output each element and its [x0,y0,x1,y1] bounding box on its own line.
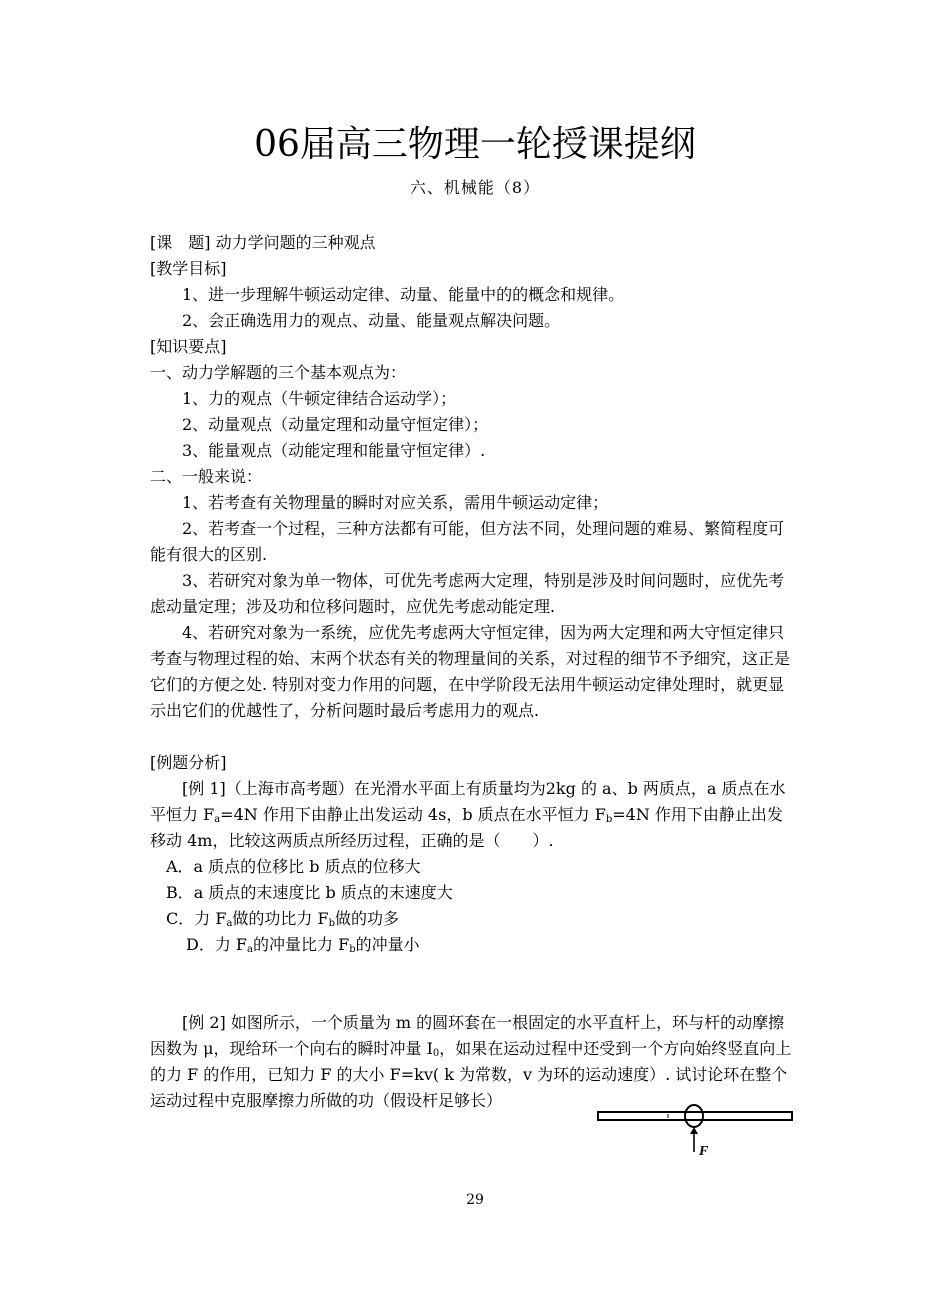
horizontal-rod [598,1112,792,1120]
document-body [150,230,798,1114]
example2-text-2: ，如果在运动过程中还受到一个方向始终竖直向上的力 F 的作用，已知力 F 的大小 F=kv( k 为常数，v 为环的运动速度）. 试讨论环在整个运动过程中克服摩擦力所做的功（假设杆足够长） [150,1039,792,1110]
example1-text-2: =4N 作用下由静止出发运动 4s，b 质点在水平恒力 F [220,805,606,824]
section1-item: 2、动量观点（动量定理和动量守恒定律）； [182,415,489,434]
option-b: B．a 质点的末速度比 b 质点的末速度大 [166,883,453,902]
option-d: D．力 $F_a$的冲量比力 $F_b$的冲量小 [186,935,420,955]
subscript-0: 0 [432,1048,440,1059]
page-subtitle: 六、机械能（8） [409,178,541,197]
force-arrowhead [690,1127,698,1134]
section2-item: 1、若考查有关物理量的瞬时对应关系，需用牛顿运动定律； [182,493,609,512]
example2-text-1: [例 2] 如图所示，一个质量为 m 的圆环套在一根固定的水平直杆上，环与杆的动摩擦因数为 μ，现给环一个向右的瞬时冲量 I [150,1013,785,1058]
section2-item: 3、若研究对象为单一物体，可优先考虑两大定理，特别是涉及时间问题时，应优先考虑动量定理；涉及功和位移问题时，应优先考虑动能定理. [150,571,785,616]
page-title: 06届高三物理一轮授课提纲 [254,124,696,165]
example1-question [150,776,798,854]
section2-item: 4、若研究对象为一系统，应优先考虑两大守恒定律，因为两大定理和两大守恒定律只考查与物理过程的始、末两个状态有关的物理量间的关系，对过程的细节不予细究，这正是它们的方便之处. 特别对变力作用的问题，在中学阶段无法用牛顿运动定律处理时，就更显示出它们的优越性了，分析问题时最后考虑用力的观点. [150,623,791,720]
ring-on-rod-figure [590,1100,800,1170]
section2-item: 2、若考查一个过程，三种方法都有可能，但方法不同，处理问题的难易、繁简程度可能有很大的区别. [150,519,785,564]
section1-heading: 一、动力学解题的三个基本观点为： [150,363,407,382]
page-number: 29 [466,1192,484,1208]
goal-item: 2、会正确选用力的观点、动量、能量观点解决问题。 [182,311,561,330]
force-label: F [699,1144,709,1159]
examples-heading: [例题分析] [150,753,227,772]
goals-heading: [教学目标] [150,259,227,278]
knowledge-heading: [知识要点] [150,337,227,356]
section1-item: 3、能量观点（动能定理和能量守恒定律）. [182,441,486,460]
example1-text-3: =4N 作用下由静止出发移动 4m，比较这两质点所经历过程，正确的是（ ）. [150,805,783,850]
example2-question [150,1010,798,1114]
section2-heading: 二、一般来说： [150,467,263,486]
section1-item: 1、力的观点（牛顿定律结合运动学）； [182,389,457,408]
topic-line: [课 题] 动力学问题的三种观点 [150,233,376,252]
option-c: C．力 $F_a$做的功比力 $F_b$做的功多 [166,909,400,929]
example1-text-1: [例 1]（上海市高考题）在光滑水平面上有质量均为2kg 的 a、b 两质点，a 质点在水平恒力 F [150,779,786,824]
goal-item: 1、进一步理解牛顿运动定律、动量、能量中的的概念和规律。 [182,285,625,304]
subscript-b: b [605,814,613,825]
example2 [150,1010,798,1114]
ring [685,1105,703,1127]
subscript-a: a [214,814,221,825]
option-a: A．a 质点的位移比 b 质点的位移大 [166,857,421,876]
